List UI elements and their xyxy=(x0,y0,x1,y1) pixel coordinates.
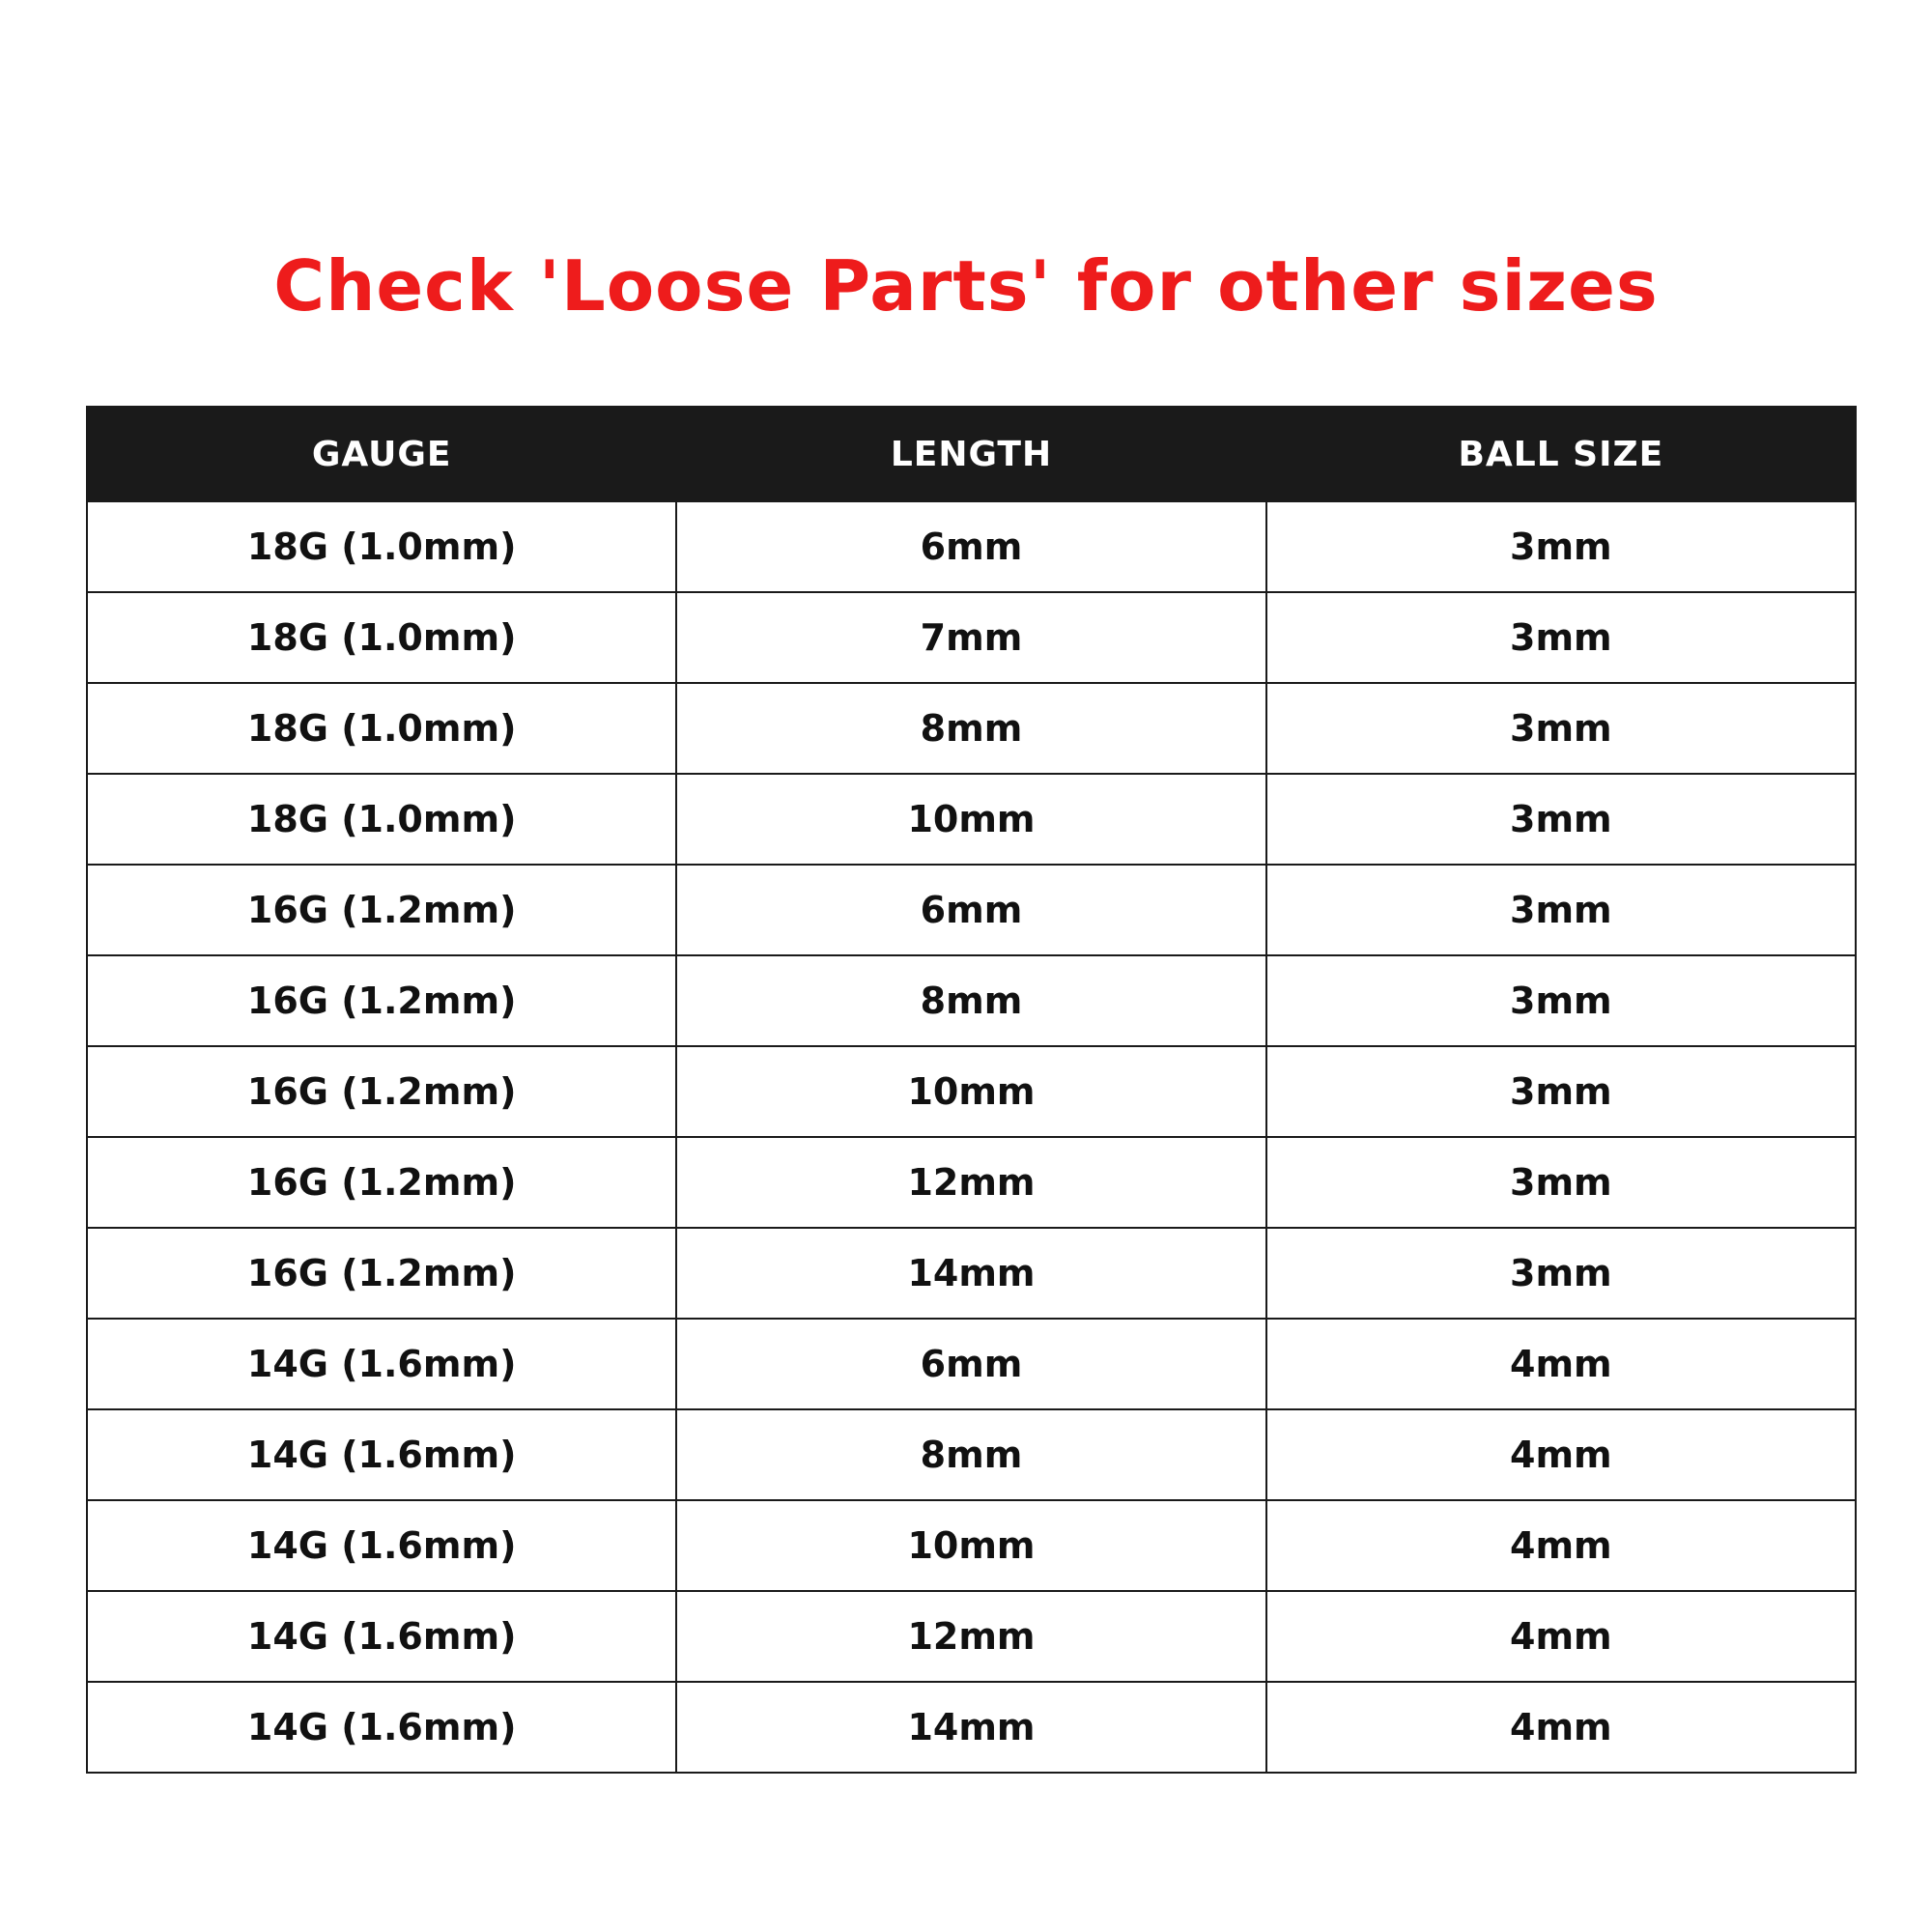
length-cell: 8mm xyxy=(676,1409,1265,1500)
table-row xyxy=(87,955,1856,1046)
gauge-cell: 16G (1.2mm) xyxy=(87,1228,676,1319)
gauge-cell: 14G (1.6mm) xyxy=(87,1682,676,1773)
length-cell: 6mm xyxy=(676,865,1265,955)
length-cell: 6mm xyxy=(676,1319,1265,1409)
ball-size-cell: 4mm xyxy=(1266,1591,1856,1682)
length-cell: 6mm xyxy=(676,501,1265,592)
length-cell: 8mm xyxy=(676,683,1265,774)
gauge-cell: 14G (1.6mm) xyxy=(87,1409,676,1500)
gauge-cell: 14G (1.6mm) xyxy=(87,1500,676,1591)
gauge-cell: 16G (1.2mm) xyxy=(87,865,676,955)
length-cell: 7mm xyxy=(676,592,1265,683)
table-body xyxy=(87,501,1856,1773)
gauge-cell: 16G (1.2mm) xyxy=(87,1137,676,1228)
header-row xyxy=(87,407,1856,501)
gauge-cell: 16G (1.2mm) xyxy=(87,1046,676,1137)
length-cell: 8mm xyxy=(676,955,1265,1046)
table-row xyxy=(87,1319,1856,1409)
ball-size-cell: 3mm xyxy=(1266,774,1856,865)
size-table xyxy=(86,406,1857,1774)
column-header-gauge: GAUGE xyxy=(87,407,676,501)
table-header xyxy=(87,407,1856,501)
length-cell: 10mm xyxy=(676,774,1265,865)
gauge-cell: 16G (1.2mm) xyxy=(87,955,676,1046)
gauge-cell: 14G (1.6mm) xyxy=(87,1591,676,1682)
table-row xyxy=(87,501,1856,592)
ball-size-cell: 3mm xyxy=(1266,501,1856,592)
gauge-cell: 18G (1.0mm) xyxy=(87,774,676,865)
length-cell: 10mm xyxy=(676,1046,1265,1137)
table-row xyxy=(87,1682,1856,1773)
gauge-cell: 18G (1.0mm) xyxy=(87,683,676,774)
page-heading: Check 'Loose Parts' for other sizes xyxy=(273,245,1659,327)
length-cell: 12mm xyxy=(676,1137,1265,1228)
table-row xyxy=(87,1500,1856,1591)
ball-size-cell: 3mm xyxy=(1266,592,1856,683)
ball-size-cell: 4mm xyxy=(1266,1682,1856,1773)
ball-size-cell: 4mm xyxy=(1266,1500,1856,1591)
column-header-ball-size: BALL SIZE xyxy=(1266,407,1856,501)
table-row xyxy=(87,1046,1856,1137)
ball-size-cell: 3mm xyxy=(1266,865,1856,955)
length-cell: 14mm xyxy=(676,1228,1265,1319)
ball-size-cell: 3mm xyxy=(1266,1137,1856,1228)
ball-size-cell: 4mm xyxy=(1266,1319,1856,1409)
ball-size-cell: 4mm xyxy=(1266,1409,1856,1500)
table-row xyxy=(87,1228,1856,1319)
length-cell: 10mm xyxy=(676,1500,1265,1591)
table-row xyxy=(87,865,1856,955)
column-header-length: LENGTH xyxy=(676,407,1265,501)
gauge-cell: 18G (1.0mm) xyxy=(87,592,676,683)
table-row xyxy=(87,1591,1856,1682)
length-cell: 12mm xyxy=(676,1591,1265,1682)
length-cell: 14mm xyxy=(676,1682,1265,1773)
ball-size-cell: 3mm xyxy=(1266,1046,1856,1137)
table-row xyxy=(87,1137,1856,1228)
table-row xyxy=(87,683,1856,774)
gauge-cell: 18G (1.0mm) xyxy=(87,501,676,592)
table-row xyxy=(87,592,1856,683)
ball-size-cell: 3mm xyxy=(1266,955,1856,1046)
ball-size-cell: 3mm xyxy=(1266,1228,1856,1319)
table-row xyxy=(87,1409,1856,1500)
table-row xyxy=(87,774,1856,865)
ball-size-cell: 3mm xyxy=(1266,683,1856,774)
gauge-cell: 14G (1.6mm) xyxy=(87,1319,676,1409)
